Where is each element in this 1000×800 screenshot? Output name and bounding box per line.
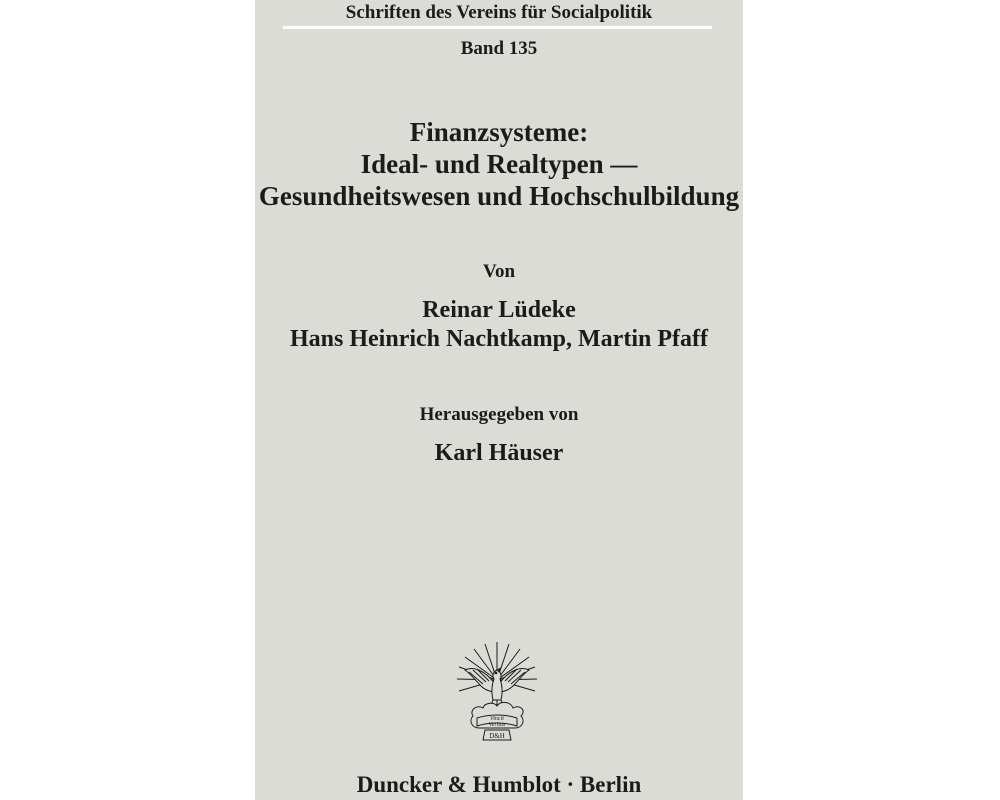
author-line-1: Reinar Lüdeke <box>422 297 576 323</box>
editor-name: Karl Häuser <box>434 440 564 466</box>
book-title-line-1: Finanzsysteme: <box>409 117 589 147</box>
book-title-line-2: Ideal- und Realtypen — <box>360 149 638 179</box>
book-cover <box>255 0 743 800</box>
logo-monogram: D&H <box>489 732 505 740</box>
series-title: Schriften des Vereins für Socialpolitik <box>345 2 653 23</box>
book-title-line-3: Gesundheitswesen und Hochschulbildung <box>258 181 740 211</box>
phoenix-emblem-icon <box>455 640 539 744</box>
publisher-name: Duncker & Humblot · Berlin <box>356 772 642 797</box>
divider-rule <box>283 26 712 29</box>
author-line-2: Hans Heinrich Nachtkamp, Martin Pfaff <box>290 326 708 352</box>
editor-label: Herausgegeben von <box>419 404 579 425</box>
logo-motto-line-2: Veritas <box>488 722 506 728</box>
logo-motto-line-1: Vincit <box>490 716 504 722</box>
volume-number: Band 135 <box>460 38 538 59</box>
by-label: Von <box>482 261 516 282</box>
